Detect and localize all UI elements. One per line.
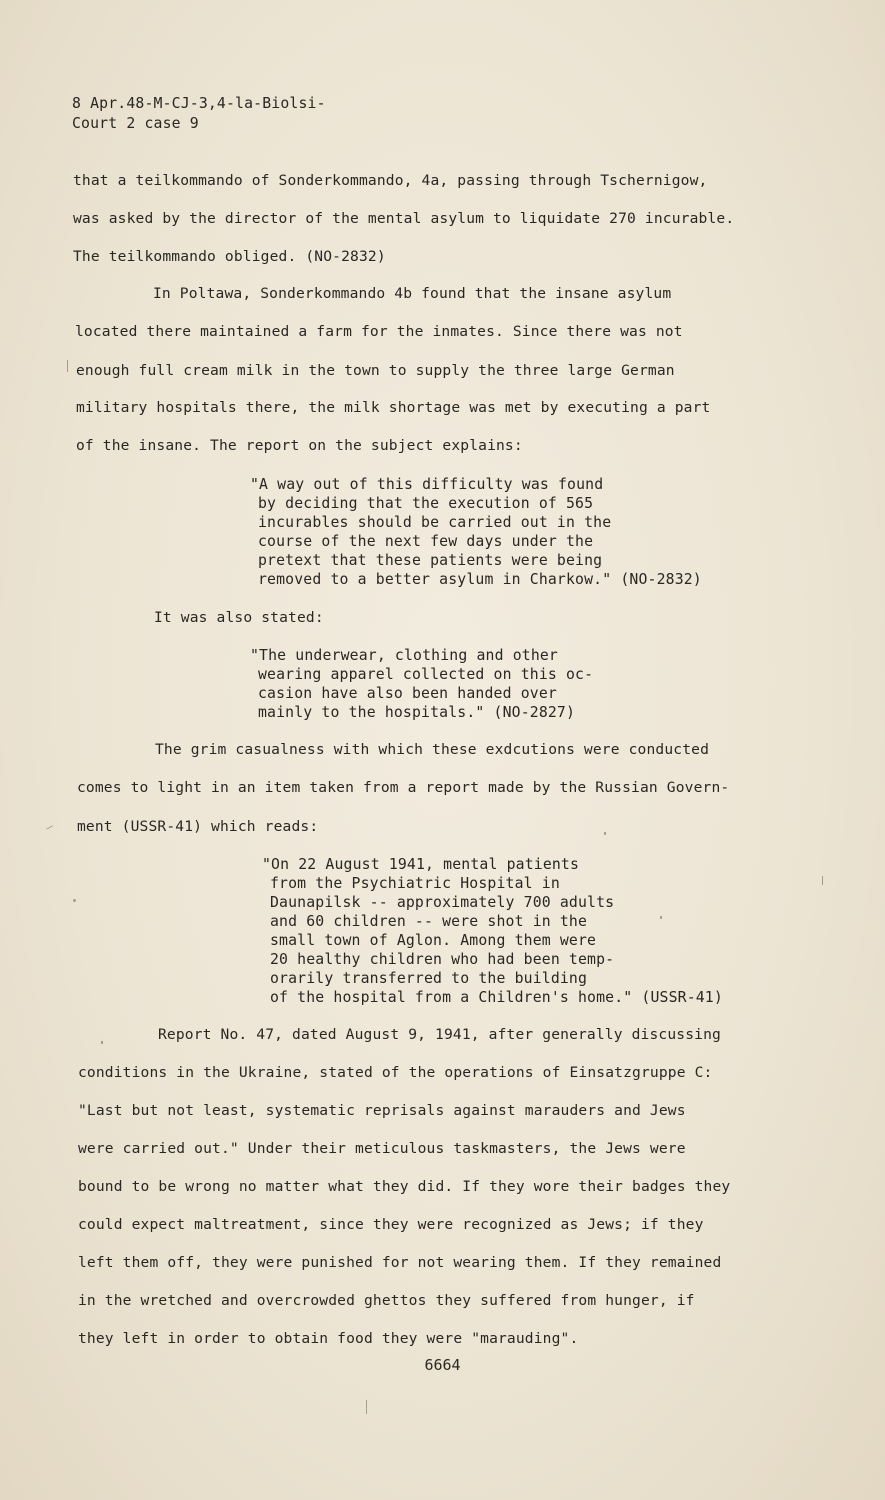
paragraph5-line: could expect maltreatment, since they were recognized as Jews; if they bbox=[78, 1216, 704, 1233]
paragraph3-line: It was also stated: bbox=[154, 609, 324, 626]
quote1-line: removed to a better asylum in Charkow." (NO-2832) bbox=[258, 571, 702, 588]
paragraph4-line: ment (USSR-41) which reads: bbox=[77, 818, 319, 835]
paragraph5-line: Report No. 47, dated August 9, 1941, after generally discussing bbox=[158, 1026, 721, 1043]
quote3-line: 20 healthy children who had been temp- bbox=[270, 951, 615, 968]
quote3-line: from the Psychiatric Hospital in bbox=[270, 875, 560, 892]
quote1-line: course of the next few days under the bbox=[258, 533, 594, 550]
quote1-line: pretext that these patients were being bbox=[258, 552, 603, 569]
quote1-line: "A way out of this difficulty was found bbox=[250, 476, 604, 493]
quote1-line: incurables should be carried out in the bbox=[258, 514, 612, 531]
quote3-line: small town of Aglon. Among them were bbox=[270, 932, 597, 949]
paragraph1-line: The teilkommando obliged. (NO-2832) bbox=[73, 248, 386, 265]
quote2-line: wearing apparel collected on this oc- bbox=[258, 666, 594, 683]
scan-speck bbox=[660, 916, 662, 919]
quote2-line: "The underwear, clothing and other bbox=[250, 647, 558, 664]
paragraph5-line: left them off, they were punished for not wearing them. If they remained bbox=[78, 1254, 722, 1271]
scan-speck bbox=[67, 360, 68, 372]
paragraph5-line: "Last but not least, systematic reprisals against marauders and Jews bbox=[78, 1102, 686, 1119]
paragraph5-line: conditions in the Ukraine, stated of the operations of Einsatzgruppe C: bbox=[78, 1064, 713, 1081]
paragraph4-line: comes to light in an item taken from a report made by the Russian Govern- bbox=[77, 779, 730, 796]
scan-speck bbox=[604, 832, 606, 835]
header-court: Court 2 case 9 bbox=[72, 115, 199, 132]
scan-speck bbox=[101, 1041, 103, 1044]
scan-speck bbox=[46, 825, 53, 829]
paragraph2-line: of the insane. The report on the subject explains: bbox=[76, 437, 523, 454]
paragraph1-line: that a teilkommando of Sonderkommando, 4a, passing through Tschernigow, bbox=[73, 172, 708, 189]
quote3-line: orarily transferred to the building bbox=[270, 970, 588, 987]
paragraph1-line: was asked by the director of the mental asylum to liquidate 270 incurable. bbox=[73, 210, 735, 227]
paragraph4-line: The grim casualness with which these exdcutions were conducted bbox=[155, 741, 710, 758]
page-number: 6664 bbox=[424, 1356, 461, 1374]
quote2-line: mainly to the hospitals." (NO-2827) bbox=[258, 704, 576, 721]
scan-speck bbox=[366, 1400, 367, 1414]
paragraph5-line: bound to be wrong no matter what they did. If they wore their badges they bbox=[78, 1178, 731, 1195]
paragraph2-line: military hospitals there, the milk shortage was met by executing a part bbox=[76, 399, 711, 416]
scan-speck bbox=[73, 899, 76, 902]
paragraph2-line: enough full cream milk in the town to supply the three large German bbox=[76, 362, 675, 379]
quote3-line: of the hospital from a Children's home." (USSR-41) bbox=[270, 989, 723, 1006]
paragraph2-line: located there maintained a farm for the inmates. Since there was not bbox=[75, 323, 683, 340]
quote1-line: by deciding that the execution of 565 bbox=[258, 495, 594, 512]
paragraph5-line: were carried out." Under their meticulous taskmasters, the Jews were bbox=[78, 1140, 686, 1157]
quote3-line: Daunapilsk -- approximately 700 adults bbox=[270, 894, 615, 911]
header-reference: 8 Apr.48-M-CJ-3,4-la-Biolsi- bbox=[72, 95, 326, 112]
quote3-line: "On 22 August 1941, mental patients bbox=[262, 856, 580, 873]
paragraph5-line: in the wretched and overcrowded ghettos they suffered from hunger, if bbox=[78, 1292, 695, 1309]
quote2-line: casion have also been handed over bbox=[258, 685, 557, 702]
paragraph5-line: they left in order to obtain food they were "marauding". bbox=[78, 1330, 579, 1347]
paragraph2-line: In Poltawa, Sonderkommando 4b found that the insane asylum bbox=[153, 285, 672, 302]
scan-speck bbox=[822, 876, 823, 885]
quote3-line: and 60 children -- were shot in the bbox=[270, 913, 588, 930]
